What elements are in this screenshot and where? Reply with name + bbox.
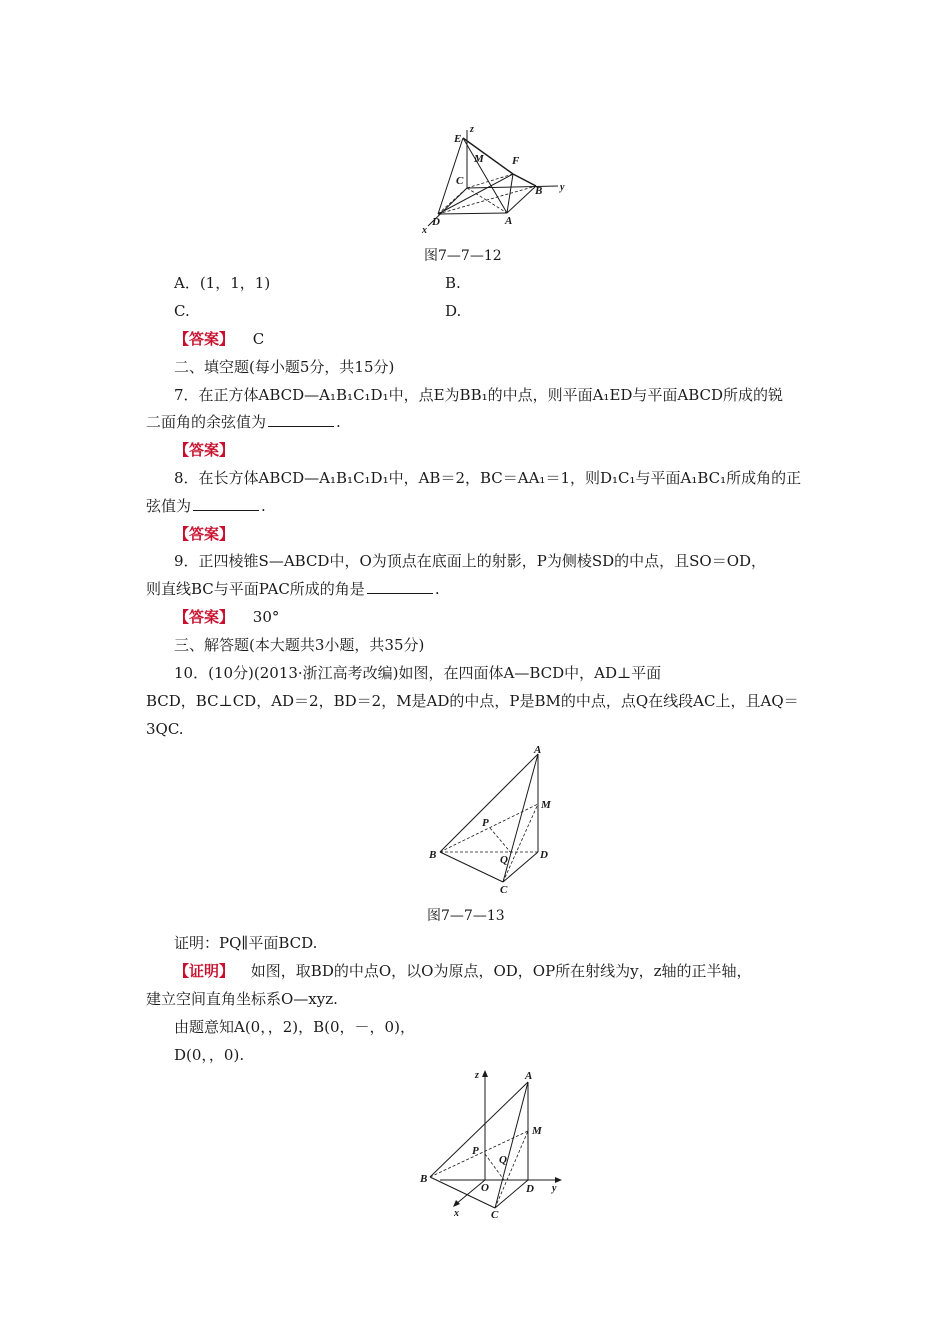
q9-line-1: 9．正四棱锥S—ABCD中，O为顶点在底面上的射影，P为侧棱SD的中点，且SO＝OD， [174, 552, 767, 570]
answer-value: 30° [252, 608, 280, 626]
label-B: B [429, 849, 437, 861]
figure-caption-13: 图7—7—13 [427, 908, 505, 924]
answer-value: C [252, 330, 265, 348]
label-B: B [420, 1173, 428, 1185]
proof-line-3: 由题意知A(0，，2)，B(0，－，0)， [174, 1018, 415, 1036]
q9-end: . [434, 580, 440, 598]
proof-statement: 证明：PQ∥平面BCD. [174, 934, 318, 952]
proof-line-2: 建立空间直角坐标系O—xyz. [146, 990, 338, 1008]
answer-q8: 【答案】 [174, 525, 235, 543]
label-O: O [481, 1182, 489, 1194]
option-a: A．(1，1，1) [174, 274, 271, 292]
figure-7-7-13 [420, 742, 560, 898]
label-x: x [422, 225, 427, 236]
label-z: z [470, 124, 474, 135]
figure-caption-12: 图7—7—12 [424, 248, 502, 264]
answer-blank [367, 579, 433, 594]
q10-line-1: 10．(10分)(2013·浙江高考改编)如图，在四面体A—BCD中，AD⊥平面 [174, 664, 662, 682]
proof-line-1 [174, 961, 752, 981]
q7-line-2 [146, 412, 341, 432]
q7-line-1: 7．在正方体ABCD—A₁B₁C₁D₁中，点E为BB₁的中点，则平面A₁ED与平面ABCD所成的锐 [174, 386, 784, 404]
option-c: C. [174, 302, 190, 320]
proof-tag: 【证明】 [174, 962, 235, 980]
label-F: F [512, 155, 520, 167]
label-y: y [552, 1183, 557, 1194]
label-A: A [525, 1070, 533, 1082]
label-D: D [432, 216, 440, 228]
label-M: M [532, 1125, 542, 1137]
figure-coordinate-system [420, 1068, 570, 1220]
label-z: z [475, 1070, 479, 1081]
label-D: D [540, 849, 548, 861]
q10-line-3: 3QC. [146, 720, 184, 738]
answer-q6 [174, 329, 264, 349]
option-b: B. [445, 274, 461, 292]
label-B: B [535, 185, 543, 197]
label-y: y [560, 182, 565, 193]
label-C: C [491, 1209, 499, 1220]
label-C: C [456, 175, 464, 187]
label-A: A [505, 215, 513, 227]
label-P: P [482, 817, 489, 829]
y-axis [467, 186, 558, 188]
proof-text: 如图，取BD的中点O，以O为原点，OD，OP所在射线为y，z轴的正半轴， [250, 962, 752, 980]
q9-line-2 [146, 579, 440, 599]
q7-end: . [336, 413, 341, 431]
label-P: P [472, 1145, 479, 1157]
label-Q: Q [499, 1154, 507, 1166]
label-Q: Q [500, 854, 508, 866]
label-C: C [500, 884, 508, 896]
q10-line-2: BCD，BC⊥CD，AD＝2，BD＝2，M是AD的中点，P是BM的中点，点Q在线段AC上，且AQ＝ [146, 692, 799, 710]
q8-line-1: 8．在长方体ABCD—A₁B₁C₁D₁中，AB＝2，BC＝AA₁＝1，则D₁C₁与平面A₁BC₁所成角的正 [174, 469, 802, 487]
answer-blank [268, 412, 334, 427]
answer-q9 [174, 607, 279, 627]
label-x: x [454, 1208, 459, 1219]
section-heading-2: 二、填空题(每小题5分，共15分) [174, 358, 395, 376]
answer-q7: 【答案】 [174, 441, 235, 459]
section-heading-3: 三、解答题(本大题共3小题，共35分) [174, 636, 425, 654]
label-M: M [474, 153, 484, 165]
answer-tag: 【答案】 [174, 330, 235, 348]
label-D: D [526, 1183, 534, 1195]
figure-7-7-12 [418, 120, 573, 238]
proof-line-4: D(0，，0). [174, 1046, 245, 1064]
label-M: M [541, 799, 551, 811]
answer-tag: 【答案】 [174, 608, 235, 626]
label-A: A [534, 744, 542, 756]
q8-text: 弦值为 [146, 497, 192, 515]
q7-text: 二面角的余弦值为 [146, 413, 267, 431]
q8-end: . [261, 497, 266, 515]
q8-line-2 [146, 496, 266, 516]
label-E: E [454, 133, 462, 145]
q9-text: 则直线BC与平面PAC所成的角是 [146, 580, 365, 598]
option-d: D. [445, 302, 462, 320]
answer-blank [193, 496, 259, 511]
